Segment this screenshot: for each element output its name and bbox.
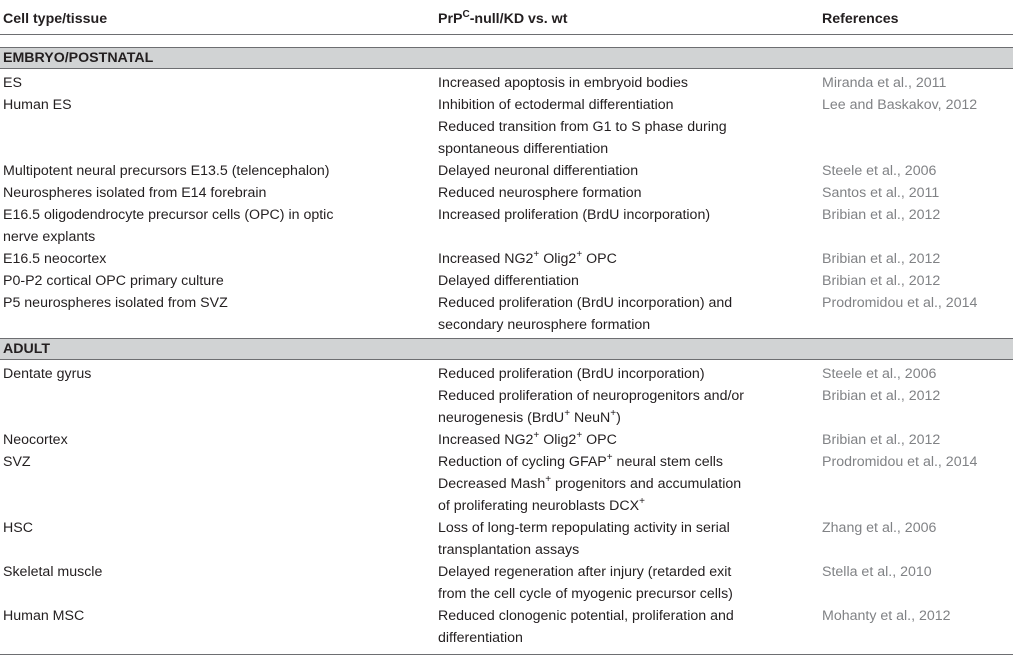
header-prp-comparison: PrP$^C$-null/KD vs. wt xyxy=(438,9,568,27)
table-bottom-rule xyxy=(0,654,1013,655)
effect: Reduced transition from G1 to S phase during spontaneous differentiation xyxy=(438,119,727,157)
cell-type: Skeletal muscle xyxy=(3,564,103,580)
effect: Delayed regeneration after injury (retarded exit from the cell cycle of myogenic precursor cells) xyxy=(438,564,733,602)
table-row xyxy=(0,204,1013,248)
effect: Increased NG2+ Olig2+ OPC xyxy=(438,249,617,267)
cell-type: Human MSC xyxy=(3,608,85,624)
cell-type: Neocortex xyxy=(3,432,68,448)
effect: Increased NG2+ Olig2+ OPC xyxy=(438,430,617,448)
effect: Reduced clonogenic potential, proliferation and differentiation xyxy=(438,608,734,646)
table-row xyxy=(0,605,1013,649)
table-row xyxy=(0,270,1013,292)
header-references: References xyxy=(822,11,899,27)
table-row xyxy=(0,451,1013,517)
reference: Steele et al., 2006 xyxy=(822,163,937,179)
table-row xyxy=(0,561,1013,605)
reference: Bribian et al., 2012 xyxy=(822,273,941,289)
effect: Inhibition of ectodermal differentiation xyxy=(438,97,674,113)
effect: Reduced proliferation of neuroprogenitors and/or neurogenesis (BrdU+ NeuN+) xyxy=(438,388,745,426)
effect: Reduced proliferation (BrdU incorporation) and secondary neurosphere formation xyxy=(438,295,733,333)
table-header xyxy=(0,0,1013,35)
table-row xyxy=(0,292,1013,336)
cell-type: Dentate gyrus xyxy=(3,366,92,382)
reference: Steele et al., 2006 xyxy=(822,366,937,382)
table-row xyxy=(0,385,1013,429)
reference: Miranda et al., 2011 xyxy=(822,75,947,91)
table-row xyxy=(0,363,1013,385)
effect: Reduced neurosphere formation xyxy=(438,185,642,201)
reference: Bribian et al., 2012 xyxy=(822,432,941,448)
table-row xyxy=(0,160,1013,182)
reference: Mohanty et al., 2012 xyxy=(822,608,951,624)
cell-type: Multipotent neural precursors E13.5 (telencephalon) xyxy=(3,163,330,179)
reference: Zhang et al., 2006 xyxy=(822,520,937,536)
table-row xyxy=(0,94,1013,116)
table-row xyxy=(0,517,1013,561)
cell-type: Human ES xyxy=(3,97,72,113)
effect: Reduced proliferation (BrdU incorporation) xyxy=(438,366,705,382)
table-row xyxy=(0,182,1013,204)
table-row xyxy=(0,248,1013,270)
reference: Bribian et al., 2012 xyxy=(822,251,941,267)
cell-type: ES xyxy=(3,75,22,91)
cell-type: E16.5 oligodendrocyte precursor cells (OPC) in optic nerve explants xyxy=(3,207,334,245)
effect: Loss of long-term repopulating activity in serial transplantation assays xyxy=(438,520,730,558)
reference: Bribian et al., 2012 xyxy=(822,388,941,404)
section-embryo-postnatal: EMBRYO/POSTNATAL xyxy=(0,47,1013,69)
section-adult: ADULT xyxy=(0,338,1013,360)
cell-type: HSC xyxy=(3,520,33,536)
effect: Delayed neuronal differentiation xyxy=(438,163,639,179)
table-row xyxy=(0,72,1013,94)
effect: Increased apoptosis in embryoid bodies xyxy=(438,75,689,91)
cell-type: SVZ xyxy=(3,454,31,470)
effect: Increased proliferation (BrdU incorporation) xyxy=(438,207,711,223)
reference: Bribian et al., 2012 xyxy=(822,207,941,223)
header-cell-type: Cell type/tissue xyxy=(3,11,108,27)
cell-type: P0-P2 cortical OPC primary culture xyxy=(3,273,224,289)
table-row xyxy=(0,429,1013,451)
table-row xyxy=(0,116,1013,160)
reference: Stella et al., 2010 xyxy=(822,564,932,580)
reference: Santos et al., 2011 xyxy=(822,185,940,201)
effect: Reduction of cycling GFAP+ neural stem cells Decreased Mash+ progenitors and accumulation of proliferating neuroblasts DCX+ xyxy=(438,452,742,514)
reference: Prodromidou et al., 2014 xyxy=(822,295,978,311)
cell-type: P5 neurospheres isolated from SVZ xyxy=(3,295,228,311)
reference: Lee and Baskakov, 2012 xyxy=(822,97,978,113)
effect: Delayed differentiation xyxy=(438,273,579,289)
cell-type: E16.5 neocortex xyxy=(3,251,107,267)
cell-type: Neurospheres isolated from E14 forebrain xyxy=(3,185,267,201)
reference: Prodromidou et al., 2014 xyxy=(822,454,978,470)
